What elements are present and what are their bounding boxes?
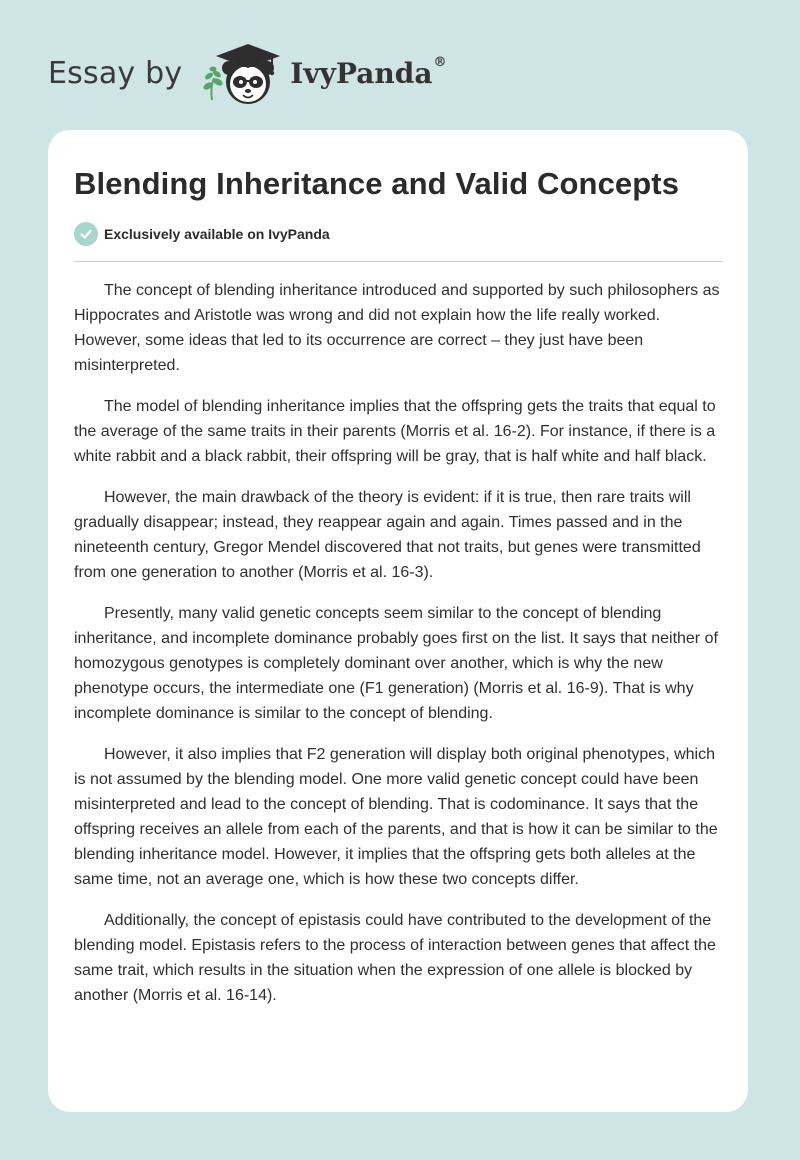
divider: [74, 261, 723, 262]
panda-graduation-cap-icon: [198, 38, 284, 108]
exclusive-badge: [74, 222, 330, 246]
checkmark-circle-icon: [74, 222, 98, 246]
essay-body: [74, 278, 726, 1024]
paragraph: The concept of blending inheritance introduced and supported by such philosophers as Hippocrates and Aristotle was wrong and did not explain how the life really worked. However, some ideas that led to its occurrence are correct – they just have been misinterpreted.: [74, 282, 720, 374]
leaf-icon: [202, 67, 224, 100]
page-title: Blending Inheritance and Valid Concepts: [74, 166, 680, 201]
site-header-logo[interactable]: [48, 38, 446, 108]
paragraph: Additionally, the concept of epistasis could have contributed to the development of the blending model. Epistasis refers to the process of interaction between genes that affect the same trait, which results in the situation when the expression of one allele is blocked by another (Morris et al. 16-14).: [74, 912, 716, 1004]
paragraph: Presently, many valid genetic concepts seem similar to the concept of blending inheritance, and incomplete dominance probably goes first on the list. It says that neither of homozygous genotypes is completely dominant over another, which is why the new phenotype occurs, the intermediate one (F1 generation) (Morris et al. 16-9). That is why incomplete dominance is similar to the concept of blending.: [74, 605, 718, 722]
essay-card: [48, 130, 748, 1112]
exclusive-badge-label: Exclusively available on IvyPanda: [104, 226, 330, 242]
paragraph: However, it also implies that F2 generation will display both original phenotypes, which is not assumed by the blending model. One more valid genetic concept could have been misinterpreted and lead to the concept of blending. That is codominance. It says that the offspring receives an allele from each of the parents, and that is how it can be similar to the blending inheritance model. However, it implies that the offspring gets both alleles at the same time, not an average one, which is how these two concepts differ.: [74, 746, 718, 888]
essay-by-label: Essay by: [48, 55, 183, 91]
registered-mark: ®: [433, 54, 447, 70]
brand-name: [290, 54, 447, 90]
brand-name-text: IvyPanda: [290, 56, 433, 90]
paragraph: The model of blending inheritance implies that the offspring gets the traits that equal to the average of the same traits in their parents (Morris et al. 16-2). For instance, if there is a white rabbit and a black rabbit, their offspring will be gray, that is half white and half black.: [74, 398, 716, 465]
paragraph: However, the main drawback of the theory is evident: if it is true, then rare traits will gradually disappear; instead, they reappear again and again. Times passed and in the nineteenth century, Gregor Mendel discovered that not traits, but genes were transmitted from one generation to another (Morris et al. 16-3).: [74, 489, 701, 581]
